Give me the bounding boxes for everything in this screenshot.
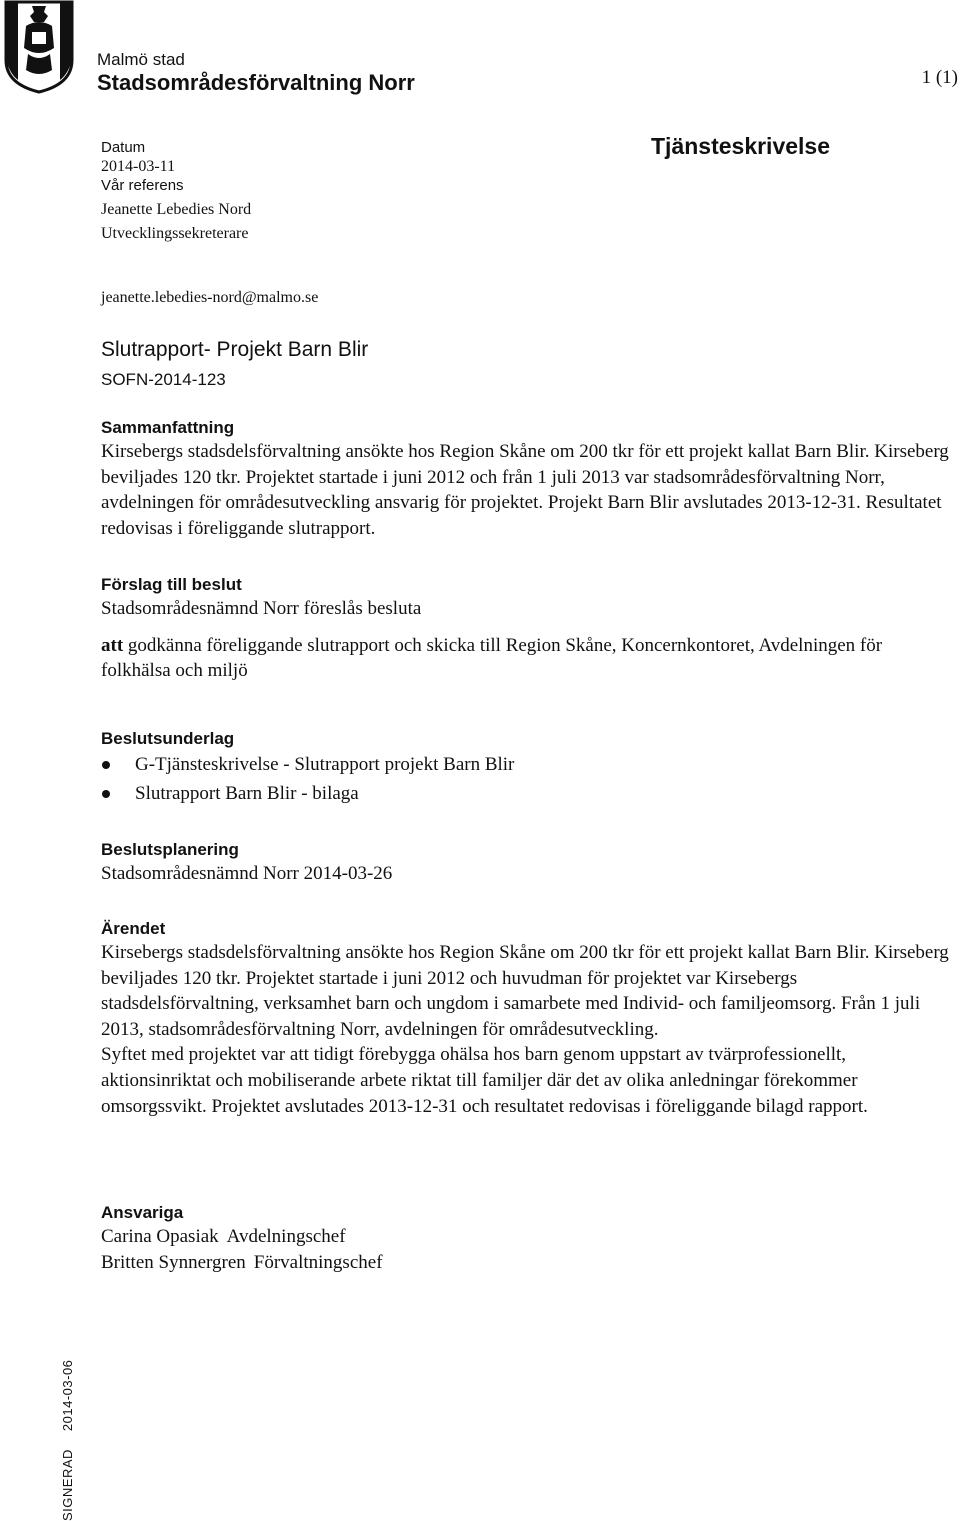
decision-text: godkänna föreliggande slutrapport och skicka till Region Skåne, Koncernkontoret, Avdelningen för folkhälsa och miljö xyxy=(101,634,883,682)
signer-row xyxy=(101,1224,953,1250)
responsible-section xyxy=(101,1202,953,1276)
signer-name: Britten Synnergren xyxy=(101,1252,246,1273)
date-label: Datum xyxy=(101,139,146,156)
matter-paragraph-1: Kirsebergs stadsdelsförvaltning ansökte hos Region Skåne om 200 tkr för ett projekt kallat Barn Blir. Kirseberg beviljades 120 tkr. Projektet startade i juni 2012 och huvudman för projektet var Kirsebergs stadsdelsförvaltning, verksamhet barn och ungdom i samarbete med Individ- och familjeomsorg. Från 1 juli 2013, stadsområdesförvaltning Norr, avdelningen för områdesutveckling. xyxy=(101,942,949,1040)
basis-heading: Beslutsunderlag xyxy=(101,729,235,748)
matter-section xyxy=(101,918,953,1119)
planning-heading: Beslutsplanering xyxy=(101,840,239,859)
signer-name: Carina Opasiak xyxy=(101,1226,219,1247)
proposal-section xyxy=(101,574,953,684)
organization-name: Malmö stad xyxy=(97,50,185,69)
author-name: Jeanette Lebedies Nord xyxy=(101,201,252,218)
document-type: Tjänsteskrivelse xyxy=(651,133,831,159)
summary-section xyxy=(101,417,953,541)
summary-heading: Sammanfattning xyxy=(101,418,235,437)
signature-stamp xyxy=(60,1360,75,1521)
list-item: G-Tjänsteskrivelse - Slutrapport projekt Barn Blir xyxy=(101,750,953,779)
planning-section xyxy=(101,839,953,887)
responsible-heading: Ansvariga xyxy=(101,1203,184,1222)
matter-heading: Ärendet xyxy=(101,919,166,938)
att-keyword: att xyxy=(101,634,124,656)
signer-title: Förvaltningschef xyxy=(253,1252,383,1273)
stamp-date: 2014-03-06 xyxy=(60,1359,75,1432)
document-meta xyxy=(101,138,251,243)
proposal-intro: Stadsområdesnämnd Norr föreslås besluta xyxy=(101,598,422,619)
case-number: SOFN-2014-123 xyxy=(101,370,226,389)
document-title: Slutrapport- Projekt Barn Blir xyxy=(101,338,369,361)
matter-paragraph-2: Syftet med projektet var att tidigt förebygga ohälsa hos barn genom uppstart av tvärprofessionellt, aktionsinriktat och mobiliserande arbete riktat till familjer där det av olika anledningar förekommer omsorgssvikt. Projektet avslutades 2013-12-31 och resultatet redovisas i föreliggande bilagd rapport. xyxy=(101,1044,868,1117)
document-date: 2014-03-11 xyxy=(101,158,176,175)
basis-list xyxy=(101,750,953,808)
author-role: Utvecklingssekreterare xyxy=(101,225,249,242)
signer-row xyxy=(101,1250,953,1276)
department-name: Stadsområdesförvaltning Norr xyxy=(97,70,415,95)
planning-text: Stadsområdesnämnd Norr 2014-03-26 xyxy=(101,863,393,884)
malmo-coat-of-arms-icon xyxy=(2,0,76,94)
summary-text: Kirsebergs stadsdelsförvaltning ansökte hos Region Skåne om 200 tkr för ett projekt kallat Barn Blir. Kirseberg beviljades 120 tkr. Projektet startade i juni 2012 och från 1 juli 2013 var stadsområdesförvaltning Norr, avdelningen för områdesutveckling ansvarig för projektet. Projekt Barn Blir avslutades 2013-12-31. Resultatet redovisas i föreliggande slutrapport. xyxy=(101,441,949,539)
proposal-heading: Förslag till beslut xyxy=(101,575,242,594)
author-email[interactable]: jeanette.lebedies-nord@malmo.se xyxy=(101,289,319,306)
stamp-label: SIGNERAD xyxy=(60,1449,75,1521)
list-item: Slutrapport Barn Blir - bilaga xyxy=(101,779,953,808)
reference-label: Vår referens xyxy=(101,177,184,194)
signer-title: Avdelningschef xyxy=(226,1226,346,1247)
basis-section xyxy=(101,728,953,808)
page-number: 1 (1) xyxy=(921,67,958,88)
signer-list xyxy=(101,1224,953,1276)
proposal-decision xyxy=(101,633,953,684)
